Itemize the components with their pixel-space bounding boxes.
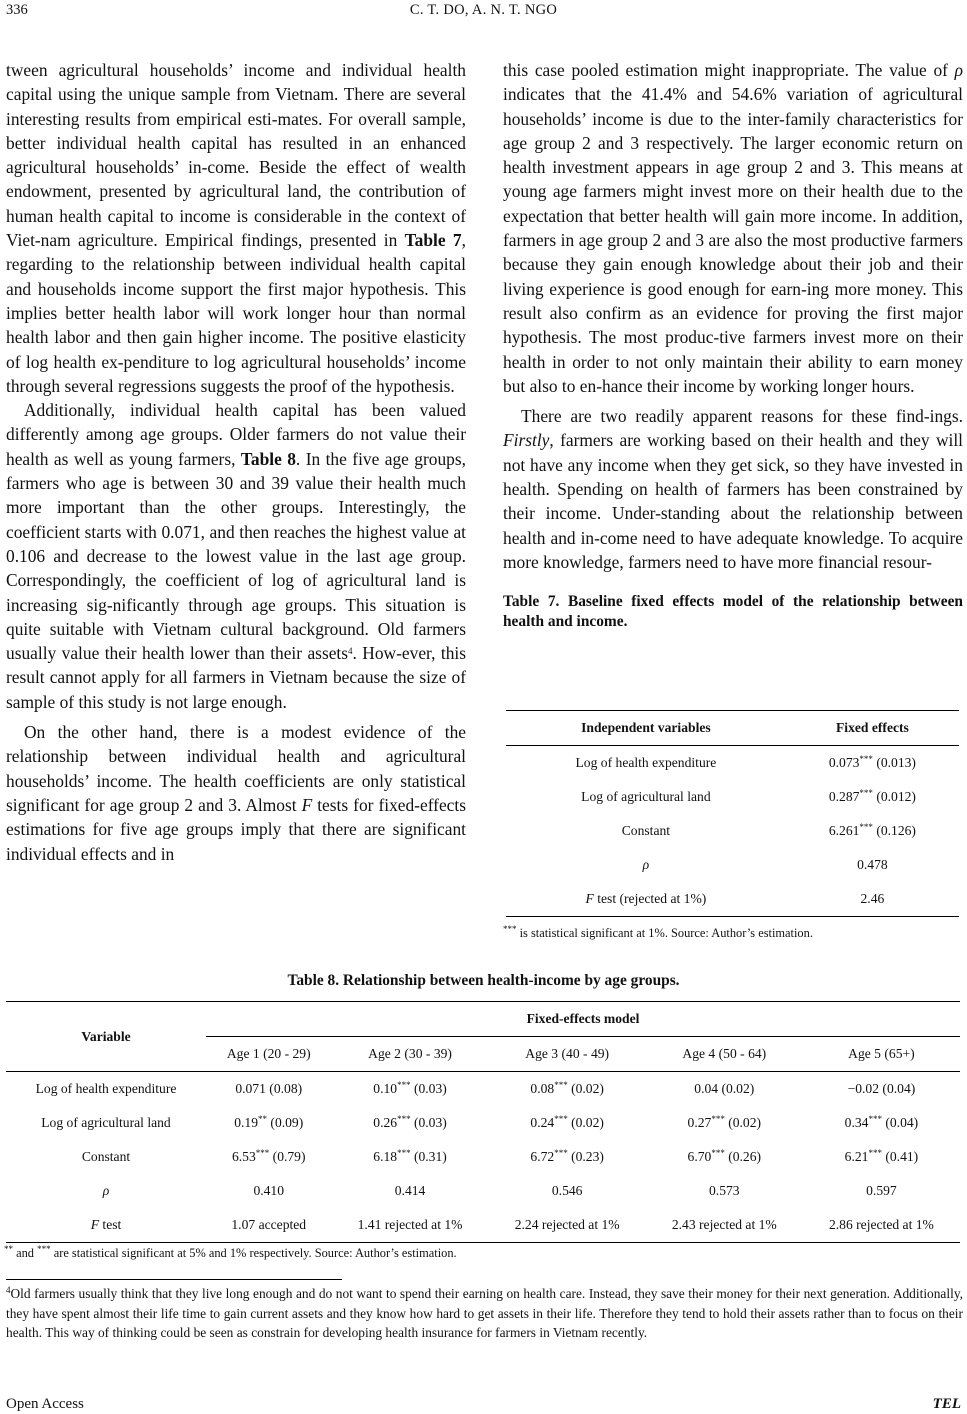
table-reference[interactable]: Table 8 [240,448,296,469]
table-header-age: Age 4 (50 - 64) [646,1037,803,1072]
page-number: 336 [6,2,28,18]
table-cell-value: 0.10*** (0.03) [373,1080,447,1096]
table-row [6,1072,960,1107]
table-cell-value: 0.478 [857,857,888,872]
table-header-variable: Variable [6,1002,206,1072]
table-cell-value: 0.04 (0.02) [694,1081,755,1096]
footnote: $^4$Old farmers usually think that they live long enough and do not want to spend their earning on health care. Instead, they save their money for their next generation. Additionally, they have spent almost their life time to gain current assets and they know how hard to get assets in their life. Therefore they tend to hold their assets rather than to focus on their health. This way of thinking could be seen as constrain for developing health insurance for farmers in Vietnam recently. [6,1285,963,1340]
table-cell-variable: Log of agricultural land [581,789,711,804]
table-cell-value: 0.546 [551,1183,583,1198]
table-row [6,1208,960,1243]
table-row [506,814,959,848]
right-column [503,58,963,632]
table-row [6,1174,960,1208]
left-column [6,58,466,866]
table-cell-value: 0.597 [866,1183,897,1198]
table-header-group: Fixed-effects model [206,1002,960,1037]
footnote-divider [6,1279,342,1280]
table-header-age: Age 3 (40 - 49) [489,1037,646,1072]
paragraph: tween agricultural households’ income and individual health capital using the unique sample from Vietnam. There are several interesting results from empirical esti-mates. For overall sample, better individual health capital has resulted in an enhanced agricultural households’ in-come. Beside the effect of wealth endowment, presented by agricultural land, the contribution of human health capital to income is considerable in the context of Viet-nam agriculture. Empirical findings, presented in Table 7, regarding to the relationship between individual health capital and households income support the first major hypothesis. This implies better health labor will work longer hour than normal health labor and then gain higher income. The positive elasticity of log health ex-penditure to log agricultural households’ income through several regressions suggests the proof of the hypothesis. [6,60,466,396]
table-reference[interactable]: Table 7 [404,230,462,251]
table-cell-value: 6.261*** (0.126) [828,822,916,838]
table-header-age: Age 1 (20 - 29) [206,1037,331,1072]
table-cell-value: 0.08*** (0.02) [530,1080,604,1096]
table-cell-value: 0.34*** (0.04) [844,1114,919,1130]
table-cell-value: 6.72*** (0.23) [530,1148,604,1164]
footnote-marker[interactable]: 4 [348,646,353,657]
table-cell-value: 0.287*** (0.012) [828,788,916,804]
table-header-age: Age 2 (30 - 39) [331,1037,488,1072]
table-cell-value: 1.07 accepted [206,1208,331,1243]
table-cell-variable: Log of health expenditure [35,1081,177,1096]
table-cell-variable: Constant [81,1149,131,1164]
table-cell-value: 6.53*** (0.79) [231,1148,306,1164]
footer-journal: TEL [932,1396,961,1412]
footer-open-access: Open Access [6,1396,84,1412]
table-cell-variable: F test (rejected at 1%) [506,882,786,917]
table-cell-variable: F test [6,1208,206,1243]
table-cell-value: 0.071 (0.08) [235,1081,303,1096]
table-cell-value: 2.24 rejected at 1% [489,1208,646,1243]
table-cell-value: 0.410 [253,1183,285,1198]
running-header [0,0,967,24]
table-cell-value: 2.43 rejected at 1% [646,1208,803,1243]
table-cell-value: 0.573 [709,1183,740,1198]
table-cell-value: 0.19** (0.09) [234,1114,304,1130]
table7 [506,710,959,917]
table-cell-value: 0.26*** (0.03) [373,1114,447,1130]
paragraph: On the other hand, there is a modest evidence of the relationship between individual health and agricultural households’ income. The health coefficients are only statistical significant for age group 2 and 3. Almost F tests for fixed-effects estimations for five age groups imply that there are significant individual effects and in [6,722,466,864]
table-header: Independent variables [506,711,786,746]
table-cell-value: −0.02 (0.04) [847,1081,916,1096]
paragraph: There are two readily apparent reasons for these find-ings. Firstly, farmers are working based on their health and they will not have any income when they get sick, so they have invested in health. Spending on health of farmers has been constrained by their income. Under-standing about the relationship between health and in-come need to have adequate knowledge. To acquire more knowledge, farmers need to have more financial resour- [503,406,963,572]
table-cell-value: 6.70*** (0.26) [687,1148,762,1164]
table-cell-variable: Log of health expenditure [575,755,717,770]
table-cell-value: 0.27*** (0.02) [687,1114,762,1130]
table-cell-value: 2.86 rejected at 1% [803,1208,960,1243]
table-cell-variable: ρ [102,1183,110,1198]
running-authors: C. T. DO, A. N. T. NGO [409,2,558,18]
table7-caption: Table 7. Baseline fixed effects model of the relationship between health and income. [503,593,963,631]
table-header-age: Age 5 (65+) [803,1037,960,1072]
table-row [6,1106,960,1140]
table-header: Fixed effects [786,711,959,746]
table7-note: *** is statistical significant at 1%. Source: Author’s estimation. [503,924,813,940]
table-row [506,746,959,781]
table-cell-value: 1.41 rejected at 1% [331,1208,488,1243]
table-cell-value: 6.21*** (0.41) [844,1148,919,1164]
table-cell-value: 0.414 [394,1183,426,1198]
table-cell-value: 0.24*** (0.02) [530,1114,604,1130]
table-row [506,882,959,917]
table-cell-variable: Log of agricultural land [41,1115,171,1130]
table-row [6,1140,960,1174]
table-cell-value: 0.073*** (0.013) [828,754,916,770]
table8 [6,1001,960,1243]
table-cell-value: 6.18*** (0.31) [373,1148,447,1164]
paragraph: this case pooled estimation might inappropriate. The value of ρ indicates that the 41.4% and 54.6% variation of agricultural households’ income is due to the inter-family characteristics for age group 2 and 3 respectively. The larger economic return on health investment appears in age group 2 and 3. This means at young age farmers might invest more on their health due to the expectation that better health will gain more income. In addition, farmers in age group 2 and 3 are also the most productive farmers because they gain enough knowledge about their job and their living experience is good enough for earn-ing more money. This result also confirm as an evidence for proving the first major hypothesis. The most produc-tive farmers invest more on their health in order to not only maintain their ability to earn money but also to en-hance their income by working longer hours. [503,60,963,396]
table8-caption: Table 8. Relationship between health-income by age groups. [287,972,680,989]
table-row [506,780,959,814]
table8-note: ** and *** are statistical significant at 5% and 1% respectively. Source: Author’s estimation. [4,1244,457,1260]
paragraph: Additionally, individual health capital has been valued differently among age groups. Older farmers do not value their health as well as young farmers, Table 8. In the five age groups, farmers who age is between 30 and 39 value their health much more important than the other groups. Interestingly, the coefficient starts with 0.071, and then reaches the highest value at 0.106 and decrease to the lowest value in the last age group. Correspondingly, the coefficient of log of agricultural land is increasing sig-nificantly through age groups. This situation is quite suitable with Vietnam cultural background. Old farmers usually value their health lower than their assets$^4$. How-ever, this result cannot apply for all farmers in Vietnam because the size of sample of this study is not large enough. [6,400,466,712]
table-row [506,848,959,882]
table-cell-variable: Constant [621,823,671,838]
table-cell-value: 2.46 [786,882,959,917]
table-cell-variable: ρ [642,857,650,872]
